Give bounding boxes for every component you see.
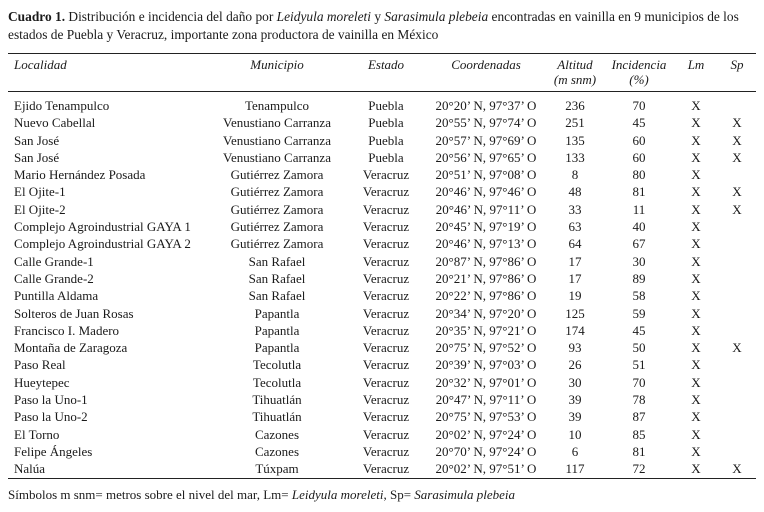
cell-altitud: 117 [565,461,585,477]
cell-municipio: Venustiano Carranza [223,115,331,131]
cell-altitud: 236 [565,98,585,113]
table-row [8,270,756,287]
cell-sp [718,443,756,460]
cell-municipio: Cazones [254,426,300,442]
footnote-species-2: Sarasimula plebeia [414,487,516,502]
cell-lm: X [691,236,701,252]
cell-sp [718,287,756,304]
cell-estado: Veracruz [362,409,410,425]
cell-altitud: 10 [568,426,582,442]
table-row [8,408,756,425]
cell-incidencia: 78 [632,392,646,408]
cell-municipio: Papantla [254,305,300,321]
cell-coordenadas: 20°55’ N, 97°74’ O [435,115,537,131]
cell-coordenadas: 20°39’ N, 97°03’ O [435,357,537,373]
cell-coordenadas: 20°32’ N, 97°01’ O [435,374,537,390]
cell-estado: Veracruz [362,270,410,286]
cell-incidencia: 80 [632,167,646,183]
cell-localidad: El Torno [14,426,60,442]
cell-localidad: Francisco I. Madero [14,322,120,338]
header-incidencia [604,54,674,92]
cell-incidencia: 60 [632,149,646,165]
cell-sp [718,356,756,373]
cell-localidad: Mario Hernández Posada [14,167,146,183]
cell-sp [718,408,756,425]
cell-lm: X [691,392,701,408]
cell-lm: X [691,167,701,183]
header-altitud [546,54,604,92]
cell-lm: X [691,98,701,113]
cell-sp [718,322,756,339]
cell-sp [718,253,756,270]
cell-estado: Veracruz [362,305,410,321]
table-row [8,460,756,478]
cell-municipio: Gutiérrez Zamora [230,236,324,252]
cell-altitud: 39 [568,392,582,408]
caption-text-2: y [371,9,385,24]
data-table-wrapper [8,53,756,479]
cell-altitud: 17 [568,253,582,269]
caption-text-3: encontradas en vainilla en 9 municipios de los estados de Puebla y Veracruz, importante zona productora de vainilla en México [8,9,739,42]
caption-text-1: Distribución e incidencia del daño por [65,9,277,24]
cell-incidencia: 45 [632,115,646,131]
cell-lm: X [691,322,701,338]
cell-lm: X [691,219,701,235]
cell-incidencia: 45 [632,322,646,338]
cell-incidencia: 85 [632,426,646,442]
cell-altitud: 33 [568,201,582,217]
cell-lm: X [691,270,701,286]
cell-coordenadas: 20°75’ N, 97°53’ O [435,409,537,425]
cell-lm: X [691,253,701,269]
cell-estado: Veracruz [362,461,410,477]
cell-sp: X [732,184,742,200]
table-caption [8,8,758,44]
cell-estado: Veracruz [362,219,410,235]
cell-estado: Puebla [368,98,404,113]
cell-localidad: Calle Grande-1 [14,253,94,269]
footnote-species-1: Leidyula moreleti [291,487,384,502]
cell-municipio: Gutiérrez Zamora [230,219,324,235]
header-coordenadas: Coordenadas [451,57,521,72]
cell-estado: Veracruz [362,357,410,373]
cell-coordenadas: 20°45’ N, 97°19’ O [435,219,537,235]
table-footnote [8,487,758,503]
cell-estado: Puebla [368,132,404,148]
cell-municipio: Venustiano Carranza [223,132,331,148]
cell-incidencia: 67 [632,236,646,252]
table-header [8,54,756,92]
cell-coordenadas: 20°22’ N, 97°86’ O [435,288,537,304]
cell-incidencia: 81 [632,443,646,459]
table-row [8,322,756,339]
cell-altitud: 93 [568,340,582,356]
cell-municipio: Venustiano Carranza [223,149,331,165]
cell-incidencia: 58 [632,288,646,304]
table-row [8,166,756,183]
table-row [8,356,756,373]
cell-localidad: San José [14,149,60,165]
cell-altitud: 64 [568,236,582,252]
cell-localidad: Montaña de Zaragoza [14,340,128,356]
header-incidencia-line1: Incidencia [611,57,667,72]
header-altitud-line2: (m snm) [553,72,597,87]
table-row [8,391,756,408]
cell-sp [718,92,756,115]
cell-municipio: Tenampulco [244,98,310,113]
cell-altitud: 48 [568,184,582,200]
cell-municipio: Gutiérrez Zamora [230,167,324,183]
cell-coordenadas: 20°51’ N, 97°08’ O [435,167,537,183]
cell-incidencia: 60 [632,132,646,148]
cell-coordenadas: 20°20’ N, 97°37’ O [435,98,537,113]
cell-localidad: Paso Real [14,357,66,373]
caption-species-2: Sarasimula plebeia [384,9,489,24]
cell-lm: X [691,201,701,217]
cell-estado: Veracruz [362,443,410,459]
cell-altitud: 30 [568,374,582,390]
cell-lm: X [691,340,701,356]
header-incidencia-line2: (%) [629,72,649,87]
table-row [8,426,756,443]
table-row [8,183,756,200]
cell-coordenadas: 20°46’ N, 97°13’ O [435,236,537,252]
cell-estado: Veracruz [362,167,410,183]
cell-incidencia: 70 [632,374,646,390]
cell-localidad: Felipe Ángeles [14,443,93,459]
cell-coordenadas: 20°70’ N, 97°24’ O [435,443,537,459]
cell-altitud: 8 [571,167,579,183]
header-lm: Lm [687,57,705,72]
data-table [8,53,756,479]
table-row [8,287,756,304]
cell-sp: X [732,115,742,131]
table-row [8,114,756,131]
cell-lm: X [691,461,701,477]
cell-sp [718,305,756,322]
cell-altitud: 174 [565,322,585,338]
header-estado: Estado [367,57,405,72]
cell-incidencia: 81 [632,184,646,200]
cell-lm: X [691,288,701,304]
cell-municipio: Gutiérrez Zamora [230,184,324,200]
cell-lm: X [691,426,701,442]
cell-municipio: San Rafael [248,270,306,286]
cell-estado: Veracruz [362,288,410,304]
cell-sp [718,391,756,408]
cell-incidencia: 40 [632,219,646,235]
cell-sp [718,270,756,287]
header-altitud-line1: Altitud [557,57,593,72]
cell-estado: Veracruz [362,253,410,269]
header-sp: Sp [730,57,744,72]
table-row [8,339,756,356]
table-row [8,149,756,166]
cell-estado: Veracruz [362,374,410,390]
cell-municipio: Tecolutla [252,357,302,373]
cell-estado: Veracruz [362,201,410,217]
cell-altitud: 251 [565,115,585,131]
cell-lm: X [691,409,701,425]
cell-lm: X [691,305,701,321]
cell-lm: X [691,132,701,148]
header-localidad: Localidad [14,57,67,72]
cell-incidencia: 87 [632,409,646,425]
cell-coordenadas: 20°47’ N, 97°11’ O [435,392,537,408]
cell-altitud: 135 [565,132,585,148]
cell-municipio: Papantla [254,322,300,338]
cell-sp: X [732,132,742,148]
cell-localidad: Complejo Agroindustrial GAYA 2 [14,236,191,252]
cell-estado: Veracruz [362,392,410,408]
cell-localidad: El Ojite-2 [14,201,66,217]
caption-label: Cuadro 1. [8,9,66,24]
cell-sp [718,426,756,443]
cell-localidad: San José [14,132,60,148]
cell-municipio: Gutiérrez Zamora [230,201,324,217]
cell-altitud: 17 [568,270,582,286]
table-row [8,305,756,322]
footnote-text-1: Símbolos m snm= metros sobre el nivel del mar, Lm= [8,487,292,502]
cell-estado: Veracruz [362,184,410,200]
table-row [8,374,756,391]
cell-altitud: 19 [568,288,582,304]
cell-municipio: Cazones [254,443,300,459]
cell-incidencia: 72 [632,461,646,477]
cell-coordenadas: 20°46’ N, 97°11’ O [435,201,537,217]
cell-localidad: Nuevo Cabellal [14,115,96,131]
cell-localidad: Nalúa [14,461,46,477]
table-body [8,92,756,479]
cell-coordenadas: 20°02’ N, 97°51’ O [435,461,537,477]
cell-sp: X [732,461,742,477]
cell-sp: X [732,201,742,217]
cell-sp: X [732,149,742,165]
cell-lm: X [691,115,701,131]
table-row [8,92,756,115]
cell-municipio: San Rafael [248,253,306,269]
cell-altitud: 125 [565,305,585,321]
cell-lm: X [691,184,701,200]
table-row [8,201,756,218]
cell-municipio: Tihuatlán [252,392,302,408]
cell-estado: Puebla [368,149,404,165]
cell-coordenadas: 20°57’ N, 97°69’ O [435,132,537,148]
cell-coordenadas: 20°56’ N, 97°65’ O [435,149,537,165]
cell-sp [718,166,756,183]
cell-estado: Puebla [368,115,404,131]
cell-coordenadas: 20°35’ N, 97°21’ O [435,322,537,338]
cell-municipio: Tecolutla [252,374,302,390]
cell-municipio: Túxpam [255,461,299,477]
cell-sp [718,374,756,391]
cell-incidencia: 59 [632,305,646,321]
cell-municipio: San Rafael [248,288,306,304]
cell-lm: X [691,374,701,390]
cell-lm: X [691,443,701,459]
cell-localidad: Hueytepec [14,374,70,390]
cell-coordenadas: 20°75’ N, 97°52’ O [435,340,537,356]
cell-incidencia: 11 [632,201,646,217]
cell-localidad: El Ojite-1 [14,184,66,200]
cell-localidad: Puntilla Aldama [14,288,99,304]
cell-altitud: 63 [568,219,582,235]
cell-localidad: Paso la Uno-2 [14,409,88,425]
footnote-text-2: , Sp= [383,487,415,502]
cell-incidencia: 50 [632,340,646,356]
cell-coordenadas: 20°21’ N, 97°86’ O [435,270,537,286]
cell-localidad: Ejido Tenampulco [14,98,110,113]
cell-coordenadas: 20°34’ N, 97°20’ O [435,305,537,321]
caption-species-1: Leidyula moreleti [276,9,371,24]
cell-lm: X [691,149,701,165]
cell-coordenadas: 20°46’ N, 97°46’ O [435,184,537,200]
cell-incidencia: 70 [632,98,646,113]
cell-sp [718,235,756,252]
table-row [8,132,756,149]
cell-incidencia: 89 [632,270,646,286]
cell-coordenadas: 20°87’ N, 97°86’ O [435,253,537,269]
table-row [8,443,756,460]
cell-sp [718,218,756,235]
cell-localidad: Complejo Agroindustrial GAYA 1 [14,219,191,235]
cell-estado: Veracruz [362,426,410,442]
cell-localidad: Calle Grande-2 [14,270,94,286]
cell-altitud: 26 [568,357,582,373]
cell-estado: Veracruz [362,322,410,338]
table-row [8,235,756,252]
cell-altitud: 39 [568,409,582,425]
header-municipio: Municipio [250,57,304,72]
cell-municipio: Tihuatlán [252,409,302,425]
cell-altitud: 6 [571,443,579,459]
table-row [8,253,756,270]
table-row [8,218,756,235]
cell-sp: X [732,340,742,356]
cell-lm: X [691,357,701,373]
cell-estado: Veracruz [362,236,410,252]
cell-incidencia: 51 [632,357,646,373]
cell-coordenadas: 20°02’ N, 97°24’ O [435,426,537,442]
cell-municipio: Papantla [254,340,300,356]
cell-altitud: 133 [565,149,585,165]
cell-localidad: Paso la Uno-1 [14,392,88,408]
cell-incidencia: 30 [632,253,646,269]
cell-localidad: Solteros de Juan Rosas [14,305,134,321]
cell-estado: Veracruz [362,340,410,356]
